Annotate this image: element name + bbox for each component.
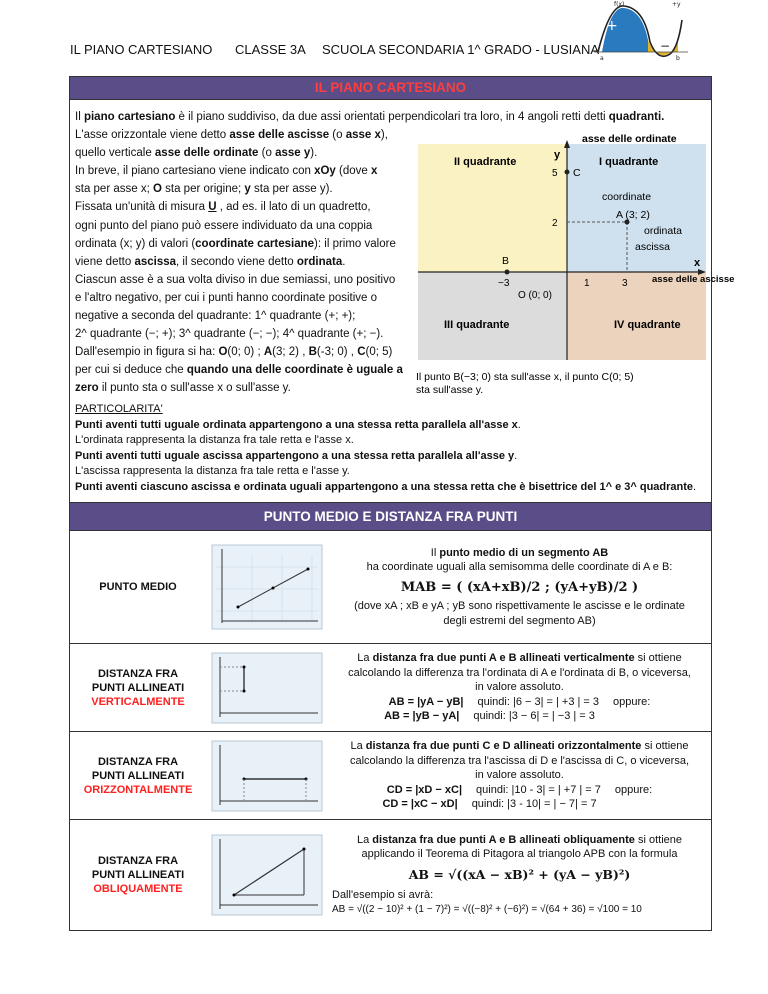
pitagora-calc: AB = √((2 − 10)² + (1 − 7)²) = √((−8)² + (−6)²) = √(64 + 36) = √100 = 10 xyxy=(332,903,642,915)
fig-yaxis-title: asse delle ordinate xyxy=(582,133,677,145)
fig-x: x xyxy=(694,257,701,269)
fig-ascissa: ascissa xyxy=(635,241,671,253)
logo-plus: + xyxy=(606,18,618,34)
intro-section xyxy=(70,100,735,398)
midpoint-formula: = ( (xA+xB)/2 ; (yA+yB)/2 ) xyxy=(440,579,639,595)
intro-text: è il piano suddiviso, da due assi orientati perpendicolari tra loro, in 4 angoli retti detti xyxy=(175,111,609,123)
particolarita-dot: . xyxy=(517,418,521,431)
intro-text: In breve, il piano cartesiano viene indicato con xyxy=(75,165,315,178)
header-subject: IL PIANO CARTESIANO xyxy=(70,42,213,57)
intro-bold: C xyxy=(357,346,366,359)
intro-text: ), xyxy=(380,129,388,142)
obliqua-text: La distanza fra due punti A e B allineati obliquamente si ottiene applicando il Teorema di Pitagora al triangolo APB con la formula AB = √((xA − xB)² + (yA − yB)²) Dall'esempio si avrà: AB = √((2 − 10)² + (1 − 7)²) = √((−8)² + (−6)²) = √(64 + 36) = √100 = 10 xyxy=(328,820,711,930)
particolarita-dot: . xyxy=(514,449,518,462)
intro-text: , ad es. il lato di un quadretto, xyxy=(216,201,371,214)
intro-text: (0; 5) xyxy=(365,346,393,359)
unit-symbol: U xyxy=(208,201,217,214)
label-orizzontale: DISTANZA FRA PUNTI ALLINEATI ORIZZONTALMENTE xyxy=(70,732,206,820)
label-punto-medio: PUNTO MEDIO xyxy=(99,580,177,593)
intro-bold: coordinate cartesiane xyxy=(195,237,315,250)
particolarita-dot: . xyxy=(693,480,697,493)
integral-logo xyxy=(590,0,690,62)
intro-text: L'asse orizzontale viene detto xyxy=(75,129,230,142)
intro-bold: ordinata xyxy=(296,255,343,268)
fig-caption-1: Il punto B(−3; 0) sta sull'asse x, il punto C(0; 5) xyxy=(416,371,634,383)
intro-text: sta per asse x; xyxy=(75,183,153,196)
fig-y: y xyxy=(554,149,561,161)
table-row-punto-medio xyxy=(70,531,711,644)
thumb-cell xyxy=(206,531,328,644)
orizzontale-text: La distanza fra due punti C e D allineati orizzontalmente si ottiene calcolando la differenza tra l'ascissa di D e l'ascissa di C, o viceversa, in valore assoluto. CD = |xD − xC| quindi: |10 - 3| = | +7 | = 7 oppure: CD = |xC − xD| quindi: |3 - 10| = | − 7| = 7 xyxy=(328,732,711,820)
intro-bold: asse delle ordinate xyxy=(154,147,259,160)
fig-xaxis-title: asse delle ascisse xyxy=(652,274,735,285)
graph-thumb-orizzontale xyxy=(212,741,322,811)
graph-thumb-verticale xyxy=(212,653,322,723)
intro-text: (3; 2) , xyxy=(272,346,309,359)
fig-q4-label: IV quadrante xyxy=(614,319,681,331)
intro-text: viene detto xyxy=(75,255,135,268)
intro-text: (-3; 0) , xyxy=(316,346,358,359)
intro-text: sta per origine; xyxy=(161,183,245,196)
intro-text: sta per asse y). xyxy=(250,183,333,196)
intro-bold: O xyxy=(218,346,228,359)
thumb-cell xyxy=(206,820,328,930)
fig-origin: O (0; 0) xyxy=(518,290,552,301)
intro-text: (dove xyxy=(335,165,372,178)
content-frame xyxy=(69,76,735,931)
intro-text: negative a seconda del quadrante: 1^ quadrante (+; +); xyxy=(75,310,356,323)
intro-text: Ciascun asse è a sua volta diviso in due semiassi, uno positivo xyxy=(75,273,396,286)
intro-bold: O xyxy=(152,183,162,196)
intro-bold: asse delle ascisse xyxy=(229,129,330,142)
intro-bold: xOy xyxy=(314,165,336,178)
fig-a-point: A (3; 2) xyxy=(616,209,650,221)
formula-name: MAB xyxy=(400,579,437,595)
fig-neg3: −3 xyxy=(498,278,510,289)
intro-text: . xyxy=(342,255,346,268)
intro-bold: piano cartesiano xyxy=(83,111,176,123)
particolarita-line-3: Punti aventi tutti uguale ascissa appartengono a una stessa retta parallela all'asse y xyxy=(75,449,515,462)
fig-q1-label: I quadrante xyxy=(599,156,659,168)
fig-b: B xyxy=(502,255,510,267)
header-school: SCUOLA SECONDARIA 1^ GRADO - LUSIANA xyxy=(322,42,600,57)
header-class: CLASSE 3A xyxy=(235,42,306,57)
particolarita-line-1: Punti aventi tutti uguale ordinata appartengono a una stessa retta parallela all'asse x xyxy=(75,418,518,431)
intro-text: ordinata (x; y) di valori ( xyxy=(75,237,196,250)
intro-text: (o xyxy=(258,147,276,160)
intro-text: Fissata un'unità di misura xyxy=(75,201,209,214)
fig-q2-label: II quadrante xyxy=(454,156,517,168)
intro-text: ): il primo valore xyxy=(314,237,396,250)
intro-text: 2^ quadrante (−; +); 3^ quadrante (−; −); 4^ quadrante (+; −). xyxy=(75,328,384,341)
particolarita-line-5: Punti aventi ciascuno ascissa e ordinata uguali appartengono a una stessa retta che è bisettrice del 1^ e 3^ quadrante xyxy=(75,480,694,493)
particolarita-line-2: L'ordinata rappresenta la distanza fra tale retta e l'asse x. xyxy=(75,434,354,447)
table-row-verticale xyxy=(70,644,711,732)
thumb-cell xyxy=(206,644,328,732)
fig-three: 3 xyxy=(622,278,628,289)
intro-text: il punto sta o sull'asse x o sull'asse y. xyxy=(98,382,291,395)
intro-text: ). xyxy=(310,147,318,160)
fig-q3-label: III quadrante xyxy=(444,319,510,331)
fig-one: 1 xyxy=(584,278,590,289)
punto-medio-text: Il punto medio di un segmento AB ha coordinate uguali alla semisomma delle coordinate di A e B: MAB = ( (xA+xB)/2 ; (yA+yB)/2 ) (dove xA ; xB e yA ; yB sono rispettivamente le ascisse e le ordinate degli estremi del segmento AB) xyxy=(354,546,685,627)
logo-b: b xyxy=(676,55,680,62)
logo-a: a xyxy=(600,55,604,62)
fig-five: 5 xyxy=(552,168,558,179)
table-row-obliqua xyxy=(70,820,711,930)
logo-fx: f(x) xyxy=(614,1,625,8)
fig-coordinate: coordinate xyxy=(602,191,652,203)
intro-text: quello verticale xyxy=(75,147,155,160)
graph-thumb-punto-medio xyxy=(212,545,322,629)
intro-bold: x xyxy=(371,165,378,178)
intro-bold: A xyxy=(263,346,273,359)
intro-bold: asse y xyxy=(275,147,311,160)
intro-text: Dall'esempio in figura si ha: xyxy=(75,346,219,359)
graph-thumb-obliqua xyxy=(212,835,322,915)
intro-bold: quadranti. xyxy=(608,111,665,123)
particolarita-block xyxy=(70,398,711,502)
intro-bold: B xyxy=(308,346,317,359)
intro-bold: ascissa xyxy=(134,255,177,268)
thumb-cell xyxy=(206,732,328,820)
intro-bold: y xyxy=(244,183,251,196)
particolarita-title: PARTICOLARITA' xyxy=(75,403,163,415)
fig-c: C xyxy=(573,167,581,179)
distances-table xyxy=(70,531,711,930)
intro-text: per cui si deduce che xyxy=(75,364,187,377)
intro-bold: zero xyxy=(75,382,99,395)
section-title-punto-medio: PUNTO MEDIO E DISTANZA FRA PUNTI xyxy=(70,502,711,531)
intro-text: Il xyxy=(75,111,84,123)
verticale-text: La distanza fra due punti A e B allineati verticalmente si ottiene calcolando la differenza tra l'ordinata di A e l'ordinata di B, o viceversa, in valore assoluto. AB = |yA − yB| quindi: |6 − 3| = | +3 | = 3 oppure: AB = |yB − yA| quindi: |3 − 6| = | −3 | = 3 xyxy=(328,644,711,732)
intro-bold: quando una delle coordinate è uguale a xyxy=(186,364,403,377)
label-obliqua: DISTANZA FRA PUNTI ALLINEATI OBLIQUAMENTE xyxy=(70,820,206,930)
table-row-orizzontale xyxy=(70,732,711,820)
fig-two: 2 xyxy=(552,218,558,229)
intro-text: , il secondo viene detto xyxy=(176,255,297,268)
particolarita-line-4: L'ascissa rappresenta la distanza fra tale retta e l'asse y. xyxy=(75,465,350,478)
cartesian-figure xyxy=(414,130,735,405)
section-title-piano: IL PIANO CARTESIANO xyxy=(70,77,711,100)
intro-bold: asse x xyxy=(345,129,381,142)
fig-caption-2: sta sull'asse y. xyxy=(416,384,484,396)
intro-text: e l'altro negativo, per cui i punti hanno coordinate positive o xyxy=(75,291,378,304)
logo-minus: − xyxy=(660,39,671,53)
intro-text: ogni punto del piano può essere individuato da una coppia xyxy=(75,219,373,232)
pitagora-formula: AB = √((xA − xB)² + (yA − yB)²) xyxy=(408,866,631,882)
intro-text: (0; 0) ; xyxy=(227,346,264,359)
intro-text: (o xyxy=(329,129,346,142)
label-verticale: DISTANZA FRA PUNTI ALLINEATI VERTICALMENTE xyxy=(70,644,206,732)
fig-ordinata: ordinata xyxy=(644,225,682,237)
logo-y: +y xyxy=(672,1,681,8)
